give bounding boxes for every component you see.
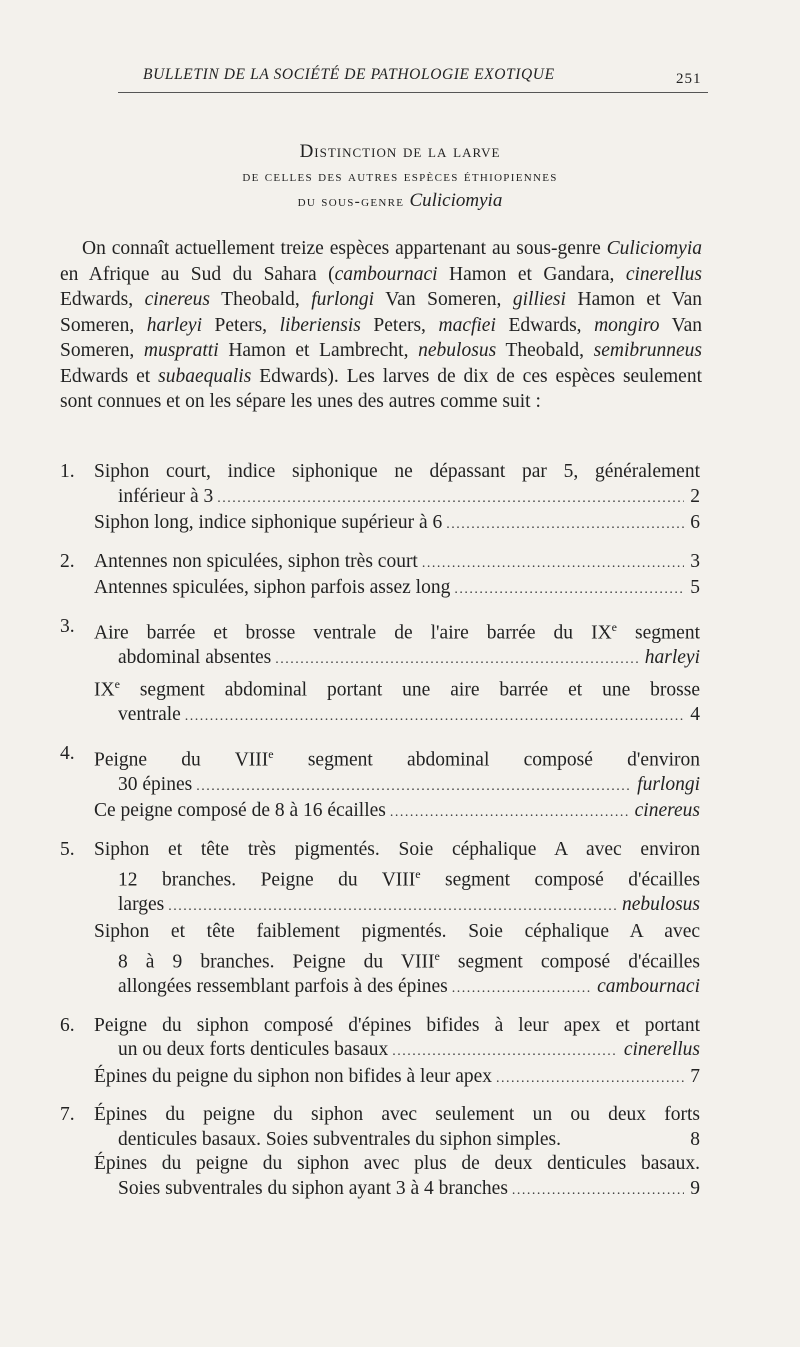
- dot-leader: [454, 578, 684, 603]
- dot-leader: [452, 977, 591, 1002]
- key-entry-2b: [60, 576, 700, 603]
- key-target: 5: [690, 577, 700, 598]
- key-target: 9: [690, 1177, 700, 1199]
- couplet-number: 1.: [60, 461, 75, 482]
- key-target-species: harleyi: [644, 646, 700, 668]
- dot-leader: [496, 1067, 684, 1092]
- key-target: 2: [690, 485, 700, 507]
- couplet-number: 7.: [60, 1104, 75, 1125]
- dot-leader: [446, 513, 684, 538]
- entry-text: Soies subventrales du siphon ayant 3 à 4 branches: [118, 1177, 508, 1199]
- dot-leader: [275, 648, 639, 673]
- key-entry-2a: [60, 550, 700, 577]
- entry-text: allongées ressemblant parfois à des épines: [118, 976, 448, 997]
- dot-leader: [168, 895, 616, 920]
- key-couplet-5: [60, 838, 700, 1002]
- couplet-number: 6.: [60, 1014, 75, 1036]
- key-entry-1a: [60, 460, 700, 511]
- running-head: [0, 62, 800, 94]
- header-rule: [118, 92, 708, 93]
- key-couplet-1: [60, 460, 700, 538]
- entry-text: ventrale: [118, 704, 181, 725]
- key-target-species: cinerellus: [623, 1039, 700, 1060]
- key-entry-7b: [60, 1152, 700, 1203]
- key-entry-4b: [60, 799, 700, 826]
- entry-text: Peigne du VIIIe segment abdominal composé d'environ: [94, 746, 700, 770]
- dot-leader: [422, 552, 684, 577]
- key-entry-3a: [60, 615, 700, 673]
- key-entry-6b: [60, 1065, 700, 1092]
- entry-text: Siphon long, indice siphonique supérieur à 6: [94, 512, 443, 533]
- key-couplet-4: [60, 742, 700, 826]
- entry-text: Épines du peigne du siphon avec plus de deux denticules basaux.: [94, 1153, 700, 1174]
- couplet-number: 2.: [60, 550, 75, 572]
- dot-leader: [185, 705, 684, 730]
- entry-text: Épines du peigne du siphon avec seulement un ou deux forts: [94, 1104, 700, 1125]
- entry-text: Siphon et tête très pigmentés. Soie céphalique A avec environ: [94, 838, 700, 860]
- couplet-number: 5.: [60, 838, 75, 860]
- entry-text: Aire barrée et brosse ventrale de l'aire barrée du IXe segment: [94, 619, 700, 643]
- key-target-species: cambournaci: [597, 976, 700, 997]
- entry-text: Ce peigne composé de 8 à 16 écailles: [94, 800, 386, 821]
- key-entry-7a: [60, 1103, 700, 1152]
- key-entry-5a: [60, 838, 700, 920]
- identification-key: [60, 460, 700, 1215]
- key-target-species: nebulosus: [622, 894, 700, 915]
- entry-text: un ou deux forts denticules basaux: [118, 1039, 389, 1060]
- dot-leader: [512, 1179, 684, 1204]
- key-couplet-7: [60, 1103, 700, 1203]
- key-couplet-2: [60, 550, 700, 603]
- key-target: 6: [690, 512, 700, 533]
- key-couplet-6: [60, 1014, 700, 1092]
- section-subheading-genus: [0, 190, 800, 212]
- dot-leader: [196, 775, 631, 800]
- entry-text: Épines du peigne du siphon non bifides à leur apex: [94, 1065, 493, 1087]
- key-couplet-3: [60, 615, 700, 730]
- couplet-number: 4.: [60, 742, 75, 764]
- intro-paragraph: On connaît actuellement treize espèces appartenant au sous-genre Culiciomyia en Afrique au Sud du Sahara (cambournaci Hamon et Gandara, cinerellus Edwards, cinereus Theobald, furlongi Van Someren, gilliesi Hamon et Van Someren, harleyi Peters, liberiensis Peters, macfiei Edwards, mongiro Van Someren, muspratti Hamon et Lambrecht, nebulosus Theobald, semibrunneus Edwards et subaequalis Edwards). Les larves de dix de ces espèces seulement sont connues et on les sépare les unes des autres comme suit :: [60, 238, 703, 412]
- key-target: 7: [690, 1065, 700, 1087]
- section-heading: Distinction de la larve: [299, 141, 501, 162]
- key-entry-5b: [60, 920, 700, 1002]
- key-entry-6a: [60, 1014, 700, 1065]
- key-target: 8: [690, 1128, 700, 1150]
- section-subheading: de celles des autres espèces éthiopiennes: [242, 168, 558, 185]
- entry-text: 30 épines: [118, 773, 193, 795]
- page-number: 251: [676, 71, 702, 87]
- entry-text: Siphon et tête faiblement pigmentés. Soie céphalique A avec: [94, 920, 700, 942]
- key-target: 4: [690, 704, 700, 725]
- couplet-number: 3.: [60, 615, 75, 637]
- entry-text: Antennes spiculées, siphon parfois assez long: [94, 577, 451, 598]
- key-target-species: cinereus: [634, 800, 700, 821]
- key-target-species: furlongi: [637, 773, 700, 795]
- entry-text: inférieur à 3: [118, 485, 214, 507]
- entry-text: Peigne du siphon composé d'épines bifides à leur apex et portant: [94, 1014, 700, 1036]
- dot-leader: [392, 1040, 618, 1065]
- key-entry-3b: [60, 672, 700, 730]
- dot-leader: [390, 801, 629, 826]
- entry-text: 8 à 9 branches. Peigne du VIIIe segment composé d'écailles: [118, 949, 700, 973]
- key-entry-4a: [60, 742, 700, 800]
- genus-name: Culiciomyia: [409, 190, 503, 211]
- journal-title: BULLETIN DE LA SOCIÉTÉ DE PATHOLOGIE EXOTIQUE: [143, 66, 555, 83]
- dot-leader: [217, 487, 684, 512]
- entry-text: abdominal absentes: [118, 646, 272, 668]
- entry-text: Siphon court, indice siphonique ne dépassant par 5, généralement: [94, 461, 700, 482]
- key-target: 3: [690, 550, 700, 572]
- subgenus-prefix: du sous-genre: [297, 193, 405, 210]
- entry-text: IXe segment abdominal portant une aire barrée et une brosse: [94, 677, 700, 701]
- key-entry-1b: [60, 511, 700, 538]
- entry-text: denticules basaux. Soies subventrales du siphon simples.: [118, 1128, 562, 1150]
- entry-text: larges: [118, 894, 165, 915]
- entry-text: 12 branches. Peigne du VIIIe segment composé d'écailles: [118, 867, 700, 891]
- entry-text: Antennes non spiculées, siphon très court: [94, 550, 418, 572]
